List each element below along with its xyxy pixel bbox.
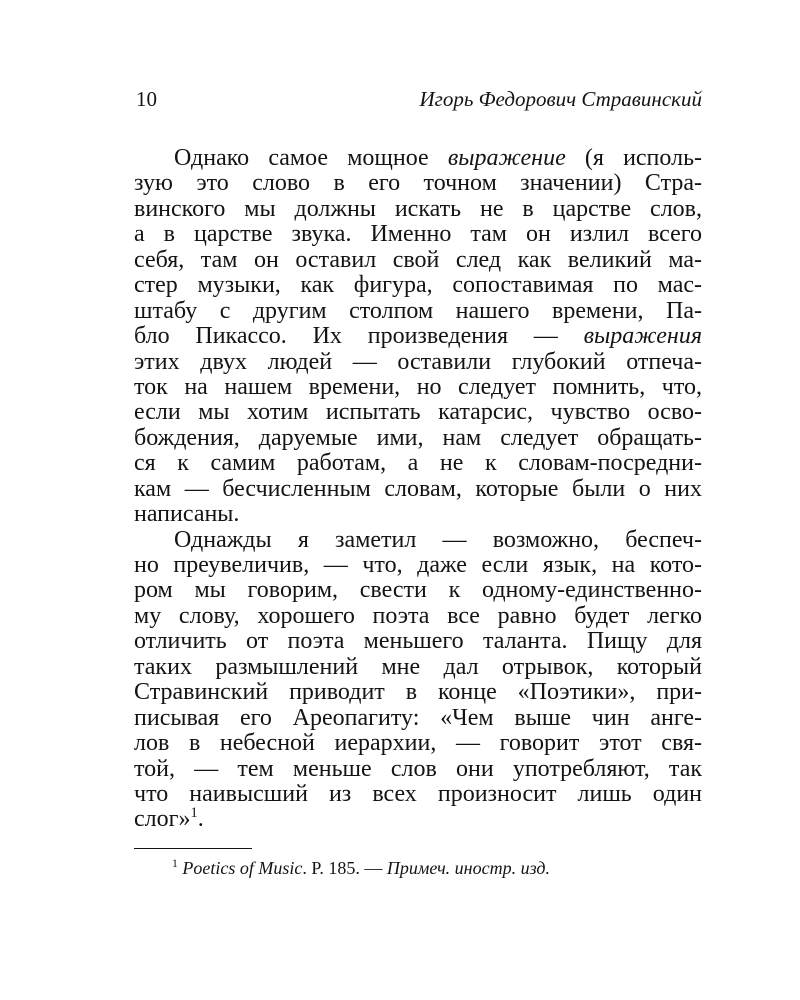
text-line	[134, 807, 702, 832]
text-line	[134, 451, 702, 476]
text-run: .	[197, 806, 204, 833]
text-line	[134, 350, 702, 375]
text-line	[134, 146, 702, 171]
page-number: 10	[136, 87, 157, 111]
emphasis-text: выражение	[447, 145, 566, 171]
text-run: слог»	[134, 806, 191, 833]
text-run: но преувеличив, — что, даже если язык, на кото-	[134, 552, 702, 578]
text-run: бло Пикассо. Их произведения —	[134, 323, 584, 350]
text-line	[134, 706, 702, 731]
text-line	[134, 197, 702, 222]
text-run: ся к самим работам, а не к словам-посредни-	[134, 450, 702, 477]
text-run: ток на нашем времени, но следует помнить, что,	[134, 373, 702, 400]
text-run: себя, там он оставил свой след как великий ма-	[134, 246, 702, 273]
text-line	[134, 782, 702, 807]
text-run: а в царстве звука. Именно там он излил всего	[134, 221, 702, 248]
emphasis-text: выражения	[583, 323, 702, 350]
text-run: отличить от поэта меньшего таланта. Пищу для	[134, 628, 702, 655]
text-run: зую это слово в его точном значении) Стра-	[134, 170, 702, 197]
text-line	[134, 553, 702, 578]
text-run: если мы хотим испытать катарсис, чувство осво-	[134, 399, 702, 426]
text-run: таких размышлений мне дал отрывок, который	[134, 653, 702, 680]
text-line	[134, 222, 702, 247]
text-line	[134, 604, 702, 629]
footnote-source-title: Poetics of Music	[182, 858, 303, 878]
text-run: этих двух людей — оставили глубокий отпеча-	[134, 348, 702, 375]
page-header	[136, 84, 702, 114]
text-line	[134, 757, 702, 782]
footnote	[172, 856, 702, 880]
text-line	[134, 477, 702, 502]
text-run: что наивысший из всех произносит лишь один	[134, 780, 702, 807]
footnote-note: Примеч. иностр. изд.	[386, 858, 550, 878]
text-line	[134, 426, 702, 451]
text-line	[134, 528, 702, 553]
text-run: написаны.	[134, 501, 240, 528]
text-line	[134, 578, 702, 603]
running-title: Игорь Федорович Стравинский	[419, 87, 702, 111]
text-run: ром мы говорим, свести к одному-единственно-	[134, 577, 702, 604]
text-run: му слову, хорошего поэта все равно будет легко	[134, 602, 702, 629]
text-run: кам — бесчисленным словам, которые были о них	[134, 475, 702, 502]
text-line	[134, 731, 702, 756]
text-run: (я исполь-	[565, 145, 702, 171]
body-text	[134, 146, 702, 833]
text-line	[134, 248, 702, 273]
text-run: бождения, даруемые ими, нам следует обращать-	[134, 424, 702, 451]
text-line	[134, 502, 702, 527]
text-line	[134, 629, 702, 654]
footnote-divider	[134, 848, 252, 849]
footnote-page-ref: . P. 185. —	[302, 858, 387, 878]
footnote-marker: 1	[172, 857, 178, 870]
text-run: штабу с другим столпом нашего времени, Па-	[134, 297, 702, 324]
text-run: Стравинский приводит в конце «Поэтики», при-	[134, 679, 702, 706]
footnote-ref: 1	[190, 805, 198, 822]
text-line	[134, 273, 702, 298]
text-run: писывая его Ареопагиту: «Чем выше чин анге-	[134, 704, 702, 731]
text-line	[134, 655, 702, 680]
text-line	[134, 171, 702, 196]
text-run: Однажды я заметил — возможно, беспеч-	[174, 526, 702, 553]
text-run: той, — тем меньше слов они употребляют, так	[134, 755, 702, 782]
text-line	[134, 400, 702, 425]
text-line	[134, 299, 702, 324]
text-run: Однако самое мощное	[174, 145, 448, 171]
text-line	[134, 324, 702, 349]
text-line	[134, 680, 702, 705]
text-run: лов в небесной иерархии, — говорит этот свя-	[134, 730, 702, 757]
text-line	[134, 375, 702, 400]
text-run: винского мы должны искать не в царстве слов,	[134, 195, 702, 222]
text-run: стер музыки, как фигура, сопоставимая по мас-	[134, 272, 702, 299]
